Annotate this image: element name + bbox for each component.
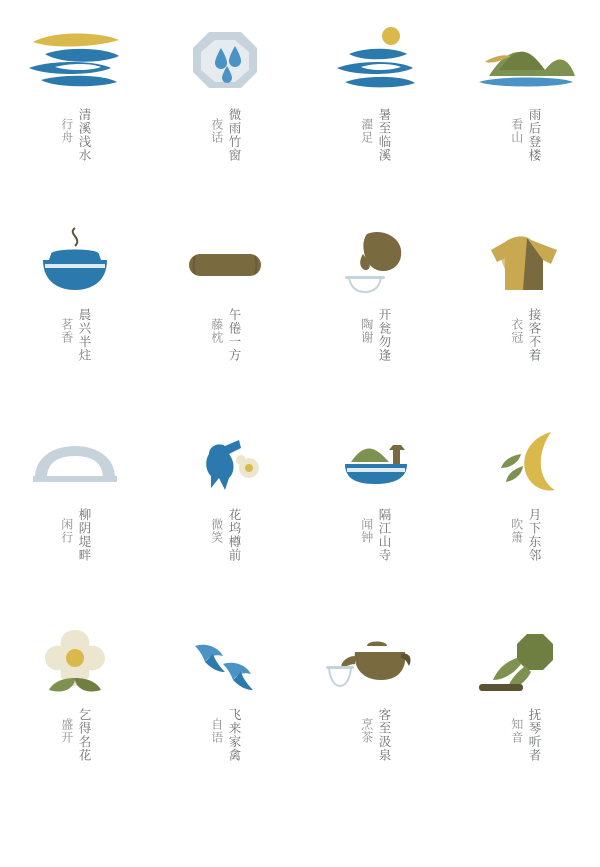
caption-main: 乞得名花 bbox=[76, 708, 91, 762]
icon-cell[interactable] bbox=[450, 8, 600, 208]
icon-caption bbox=[59, 108, 91, 200]
icon-cell[interactable] bbox=[450, 608, 600, 808]
icon-cell[interactable] bbox=[150, 408, 300, 608]
caption-main: 午倦一方 bbox=[226, 308, 241, 362]
icon-cell[interactable] bbox=[150, 8, 300, 208]
figure-flower-icon bbox=[165, 420, 285, 500]
caption-sub: 烹茶 bbox=[359, 718, 374, 744]
icon-cell[interactable] bbox=[0, 8, 150, 208]
caption-main: 抚琴听者 bbox=[526, 708, 541, 762]
teapot-icon bbox=[315, 620, 435, 700]
caption-sub: 藤枕 bbox=[209, 318, 224, 344]
caption-main: 接客不着 bbox=[526, 308, 541, 362]
caption-main: 晨兴半炷 bbox=[76, 308, 91, 362]
caption-sub: 濯足 bbox=[359, 118, 374, 144]
icon-cell[interactable] bbox=[300, 608, 450, 808]
icon-cell[interactable] bbox=[0, 408, 150, 608]
icon-caption bbox=[59, 708, 91, 800]
icon-caption bbox=[359, 508, 391, 600]
icon-cell[interactable] bbox=[450, 208, 600, 408]
icon-caption bbox=[359, 708, 391, 800]
jar-cup-icon bbox=[315, 220, 435, 300]
caption-sub: 夜话 bbox=[209, 118, 224, 144]
icon-cell[interactable] bbox=[450, 408, 600, 608]
rain-window-icon bbox=[165, 20, 285, 100]
arch-bridge-icon bbox=[15, 420, 135, 500]
caption-sub: 微笑 bbox=[209, 518, 224, 544]
caption-sub: 吹箫 bbox=[509, 518, 524, 544]
icon-cell[interactable] bbox=[150, 208, 300, 408]
icon-cell[interactable] bbox=[0, 208, 150, 408]
icon-caption bbox=[59, 308, 91, 400]
crescent-moon-icon bbox=[465, 420, 585, 500]
icon-caption bbox=[509, 108, 541, 200]
icon-cell[interactable] bbox=[300, 208, 450, 408]
swallows-icon bbox=[165, 620, 285, 700]
caption-sub: 看山 bbox=[509, 118, 524, 144]
icon-caption bbox=[509, 308, 541, 400]
icon-caption bbox=[209, 508, 241, 600]
icon-caption bbox=[59, 508, 91, 600]
icon-caption bbox=[209, 108, 241, 200]
caption-main: 开瓮勿逢 bbox=[376, 308, 391, 362]
caption-sub: 自语 bbox=[209, 718, 224, 744]
incense-burner-icon bbox=[15, 220, 135, 300]
caption-sub: 陶谢 bbox=[359, 318, 374, 344]
icon-caption bbox=[359, 108, 391, 200]
icon-cell[interactable] bbox=[0, 608, 150, 808]
icon-caption bbox=[509, 708, 541, 800]
river-temple-icon bbox=[315, 420, 435, 500]
robe-icon bbox=[465, 220, 585, 300]
icon-caption bbox=[509, 508, 541, 600]
icon-caption bbox=[209, 308, 241, 400]
caption-sub: 闻钟 bbox=[359, 518, 374, 544]
caption-main: 隔江山寺 bbox=[376, 508, 391, 562]
caption-main: 客至汲泉 bbox=[376, 708, 391, 762]
caption-main: 花坞樽前 bbox=[226, 508, 241, 562]
caption-main: 飞来家禽 bbox=[226, 708, 241, 762]
rattan-pillow-icon bbox=[165, 220, 285, 300]
caption-sub: 知音 bbox=[509, 718, 524, 744]
caption-main: 清溪浅水 bbox=[76, 108, 91, 162]
caption-sub: 盛开 bbox=[59, 718, 74, 744]
caption-main: 雨后登楼 bbox=[526, 108, 541, 162]
caption-sub: 行舟 bbox=[59, 118, 74, 144]
caption-sub: 衣冠 bbox=[509, 318, 524, 344]
mountain-icon bbox=[465, 20, 585, 100]
caption-main: 微雨竹窗 bbox=[226, 108, 241, 162]
icon-caption bbox=[359, 308, 391, 400]
stream-boat-icon bbox=[15, 20, 135, 100]
icon-cell[interactable] bbox=[300, 8, 450, 208]
icon-cell[interactable] bbox=[300, 408, 450, 608]
qin-listener-icon bbox=[465, 620, 585, 700]
caption-sub: 茗香 bbox=[59, 318, 74, 344]
icon-cell[interactable] bbox=[150, 608, 300, 808]
icon-caption bbox=[209, 708, 241, 800]
caption-main: 暑至临溪 bbox=[376, 108, 391, 162]
sun-stream-icon bbox=[315, 20, 435, 100]
caption-main: 柳阴堤畔 bbox=[76, 508, 91, 562]
caption-main: 月下东邻 bbox=[526, 508, 541, 562]
caption-sub: 闲行 bbox=[59, 518, 74, 544]
blossom-icon bbox=[15, 620, 135, 700]
